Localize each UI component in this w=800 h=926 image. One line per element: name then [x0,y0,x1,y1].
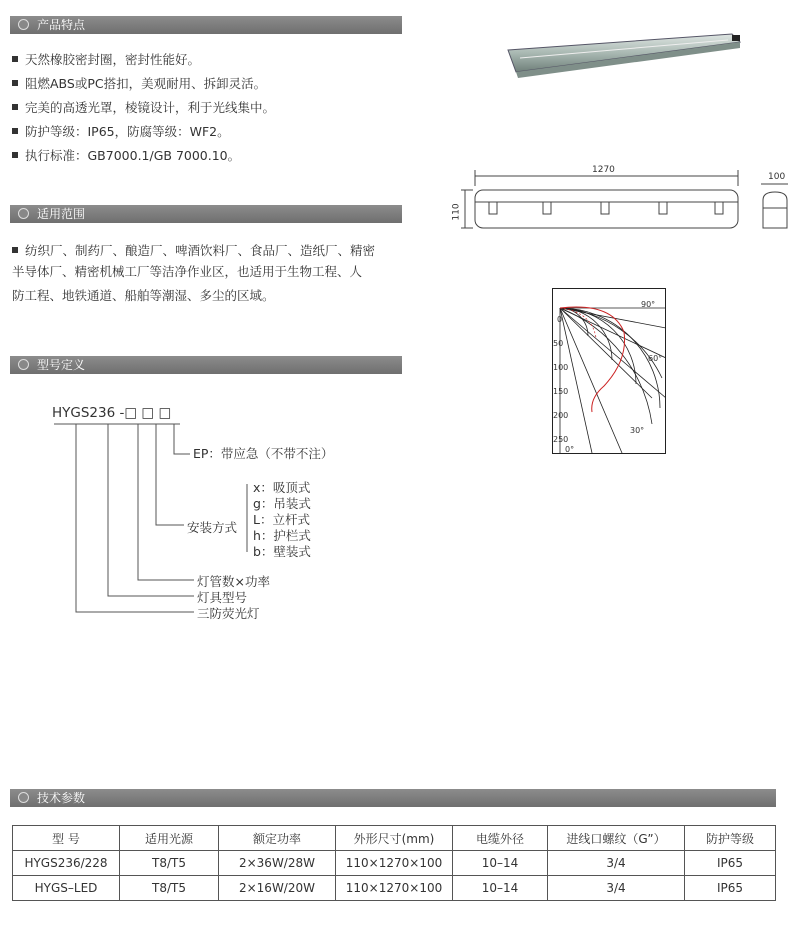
table-header: 进线口螺纹（G”） [548,826,685,851]
table-header: 防护等级 [685,826,776,851]
table-cell: 110×1270×100 [336,876,453,901]
model-tube: 灯管数×功率 [197,574,270,589]
polar-radial-label: 250 [553,435,569,444]
dim-width: 100 [768,172,786,182]
polar-radial-label: 150 [553,387,569,396]
polar-radial-label: 50 [553,339,564,348]
table-row [13,876,776,901]
table-cell: 3/4 [548,876,685,901]
table-cell: 2×16W/20W [219,876,336,901]
model-mount-option: g：吊装式 [253,496,311,511]
bullet-circle-icon [18,792,29,803]
dim-height: 110 [451,203,462,221]
model-mount-option: x：吸顶式 [253,480,311,495]
table-cell: 10–14 [453,876,548,901]
model-ep: EP：带应急（不带不注） [193,446,334,461]
model-connector-lines [0,0,400,640]
feature-item: 执行标准：GB7000.1/GB 7000.10。 [12,146,240,164]
polar-angle-label: 90° [641,300,656,309]
polar-radial-label: 0 [557,315,563,324]
model-mount-label: 安装方式 [187,520,238,535]
feature-item: 阻燃ABS或PC搭扣，美观耐用、拆卸灵活。 [12,74,266,92]
table-cell: HYGS–LED [13,876,120,901]
table-cell: HYGS236/228 [13,851,120,876]
product-photo-icon [500,28,745,80]
polar-distribution-chart [552,288,666,454]
table-cell: T8/T5 [120,851,219,876]
table-cell: 3/4 [548,851,685,876]
table-header: 型 号 [13,826,120,851]
scope-line: 半导体厂、精密机械工厂等洁净作业区，也适用于生物工程、人 [12,264,363,279]
table-cell: IP65 [685,851,776,876]
section-bar-tech [10,789,776,807]
feature-item: 天然橡胶密封圈，密封性能好。 [12,50,200,68]
model-lamp-type: 灯具型号 [197,590,248,605]
section-title: 产品特点 [37,18,86,32]
polar-angle-label: 0° [565,445,575,454]
tech-table [12,825,776,901]
table-cell: IP65 [685,876,776,901]
model-mount-option: L：立杆式 [253,512,310,527]
table-header: 额定功率 [219,826,336,851]
table-cell: 2×36W/28W [219,851,336,876]
dim-length: 1270 [592,165,615,175]
model-name: 三防荧光灯 [197,606,260,621]
polar-angle-label: 30° [630,426,645,435]
dimension-drawing [445,160,800,240]
table-cell: T8/T5 [120,876,219,901]
model-mount-option: b：壁装式 [253,544,311,559]
table-header-row [13,826,776,851]
table-cell: 110×1270×100 [336,851,453,876]
table-header: 外形尺寸(mm) [336,826,453,851]
feature-item: 完美的高透光罩，棱镜设计，利于光线集中。 [12,98,275,116]
table-cell: 10–14 [453,851,548,876]
table-header: 适用光源 [120,826,219,851]
table-row [13,851,776,876]
section-title: 适用范围 [37,207,86,221]
scope-line: 防工程、地铁通道、船舶等潮湿、多尘的区域。 [12,288,275,303]
feature-item: 防护等级：IP65，防腐等级：WF2。 [12,122,230,140]
polar-radial-label: 100 [553,363,569,372]
section-title: 型号定义 [37,358,86,372]
polar-radial-label: 200 [553,411,569,420]
model-mount-option: h：护栏式 [253,528,311,543]
model-code: HYGS236 -□ □ □ [52,405,172,421]
section-title: 技术参数 [37,791,86,805]
table-header: 电缆外径 [453,826,548,851]
scope-line: 纺织厂、制药厂、酿造厂、啤酒饮料厂、食品厂、造纸厂、精密 [12,241,375,259]
polar-angle-label: 60° [648,354,663,363]
